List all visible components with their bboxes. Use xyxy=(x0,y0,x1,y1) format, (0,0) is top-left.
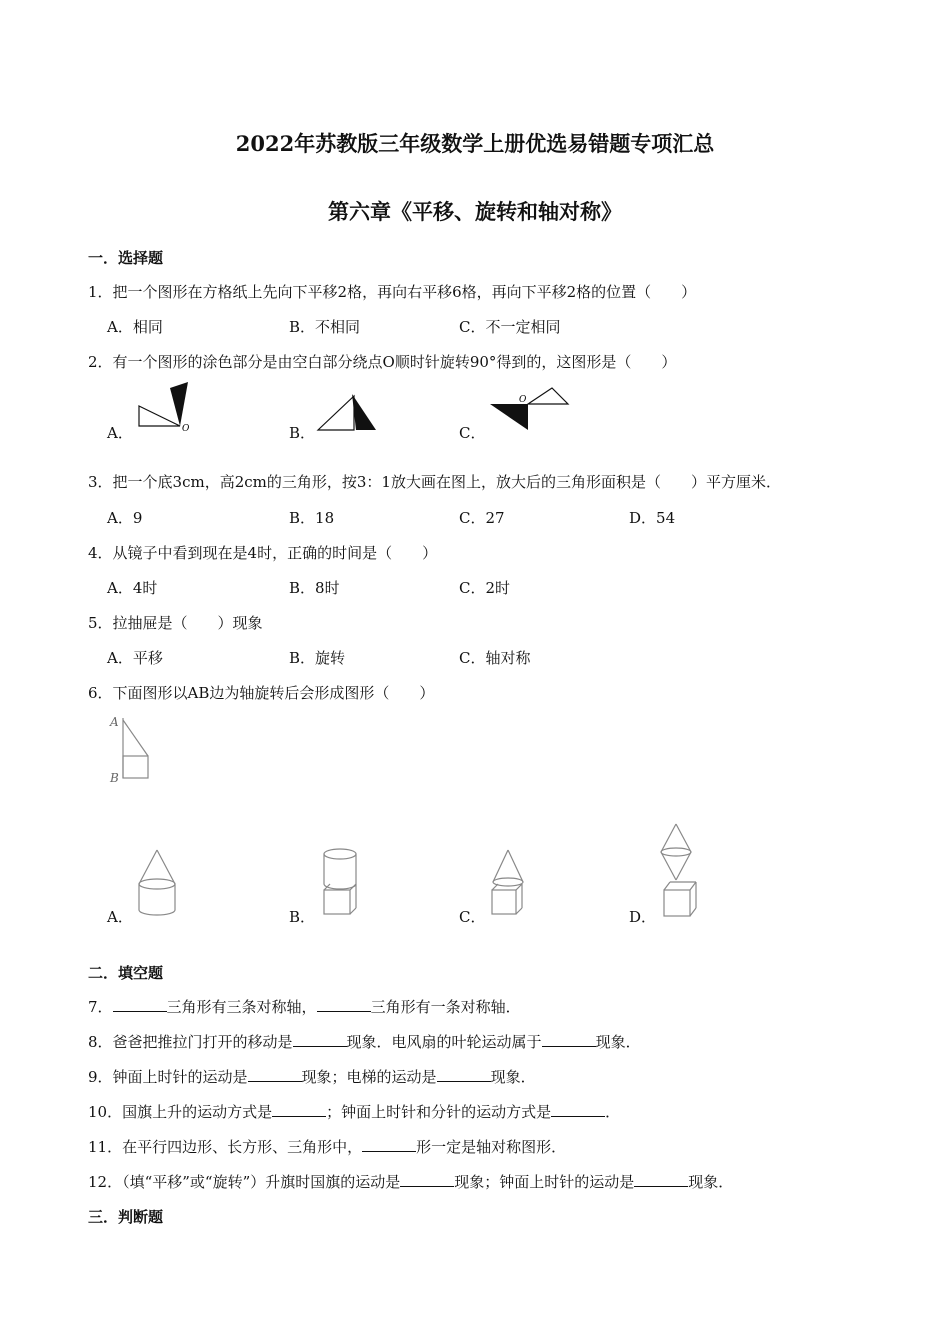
q6-option-a: A． xyxy=(107,908,133,926)
q2-option-b: B． xyxy=(289,424,316,442)
q4-option-b: B．8时 xyxy=(289,579,340,597)
question-2: 2．有一个图形的涂色部分是由空白部分绕点O顺时针旋转90°得到的，这图形是（ ） xyxy=(88,353,677,371)
question-10: 10．国旗上升的运动方式是 ；钟面上时针和分针的运动方式是 ． xyxy=(88,1103,621,1121)
q6-option-d: D． xyxy=(629,908,657,926)
question-9: 9．钟面上时针的运动是 现象；电梯的运动是 现象． xyxy=(88,1068,536,1086)
answer-blank[interactable] xyxy=(437,1067,491,1082)
question-3: 3．把一个底3cm，高2cm的三角形，按3：1放大画在图上，放大后的三角形面积是（ ）平方厘米． xyxy=(88,473,781,491)
answer-blank[interactable] xyxy=(272,1102,326,1117)
q2-option-a: A． xyxy=(107,424,133,442)
page-title: 2022年苏教版三年级数学上册优选易错题专项汇总 xyxy=(235,131,715,156)
answer-blank[interactable] xyxy=(634,1172,688,1187)
answer-blank[interactable] xyxy=(551,1102,605,1117)
q2-figure-c xyxy=(488,384,572,434)
q6-option-c: C． xyxy=(459,908,486,926)
q5-option-c: C．轴对称 xyxy=(459,649,531,667)
q5-option-b: B．旋转 xyxy=(289,649,346,667)
q6-option-b: B． xyxy=(289,908,316,926)
answer-blank[interactable] xyxy=(542,1032,596,1047)
q2-label-o-a: O xyxy=(182,424,190,434)
question-11: 11．在平行四边形、长方形、三角形中， 形一定是轴对称图形． xyxy=(88,1138,567,1156)
section-fill-blank: 二．填空题 xyxy=(88,964,164,982)
question-12: 12．（填“平移”或“旋转”）升旗时国旗的运动是 现象；钟面上时针的运动是 现象． xyxy=(88,1173,734,1191)
q1-option-b: B．不相同 xyxy=(289,318,361,336)
question-5: 5．拉抽屉是（ ）现象 xyxy=(88,614,263,632)
q6-figure-c xyxy=(488,848,532,918)
q3-option-b: B．18 xyxy=(289,509,335,527)
question-6: 6．下面图形以AB边为轴旋转后会形成图形（ ） xyxy=(88,684,435,702)
question-8: 8．爸爸把推拉门打开的移动是 现象．电风扇的叶轮运动属于 现象． xyxy=(88,1033,641,1051)
answer-blank[interactable] xyxy=(362,1137,416,1152)
q3-option-a: A．9 xyxy=(107,509,143,527)
q2-figure-b xyxy=(318,386,382,432)
q6-figure-b xyxy=(320,846,364,918)
q6-figure-a xyxy=(136,848,178,918)
chapter-title: 第六章《平移、旋转和轴对称》 xyxy=(328,199,622,224)
answer-blank[interactable] xyxy=(317,997,371,1012)
q3-option-d: D．54 xyxy=(629,509,676,527)
answer-blank[interactable] xyxy=(248,1067,302,1082)
question-1: 1．把一个图形在方格纸上先向下平移2格，再向右平移6格，再向下平移2格的位置（ ） xyxy=(88,283,697,301)
q1-option-c: C．不一定相同 xyxy=(459,318,561,336)
q4-option-c: C．2时 xyxy=(459,579,511,597)
q6-figure-d xyxy=(656,822,702,920)
answer-blank[interactable] xyxy=(113,997,167,1012)
q1-option-a: A．相同 xyxy=(107,318,163,336)
section-choice: 一．选择题 xyxy=(88,249,164,267)
question-7: 7． 三角形有三条对称轴， 三角形有一条对称轴． xyxy=(88,998,521,1016)
q6-base-figure xyxy=(106,712,156,788)
section-judgement: 三．判断题 xyxy=(88,1208,164,1226)
q2-option-c: C． xyxy=(459,424,486,442)
answer-blank[interactable] xyxy=(400,1172,454,1187)
question-4: 4．从镜子中看到现在是4时，正确的时间是（ ） xyxy=(88,544,438,562)
q2-figure-a xyxy=(136,382,196,438)
q4-option-a: A．4时 xyxy=(107,579,158,597)
q6-label-b: B xyxy=(110,771,119,785)
q3-option-c: C．27 xyxy=(459,509,505,527)
q6-label-a: A xyxy=(110,715,119,729)
answer-blank[interactable] xyxy=(293,1032,347,1047)
q2-label-o-c: O xyxy=(519,395,527,405)
q5-option-a: A．平移 xyxy=(107,649,163,667)
